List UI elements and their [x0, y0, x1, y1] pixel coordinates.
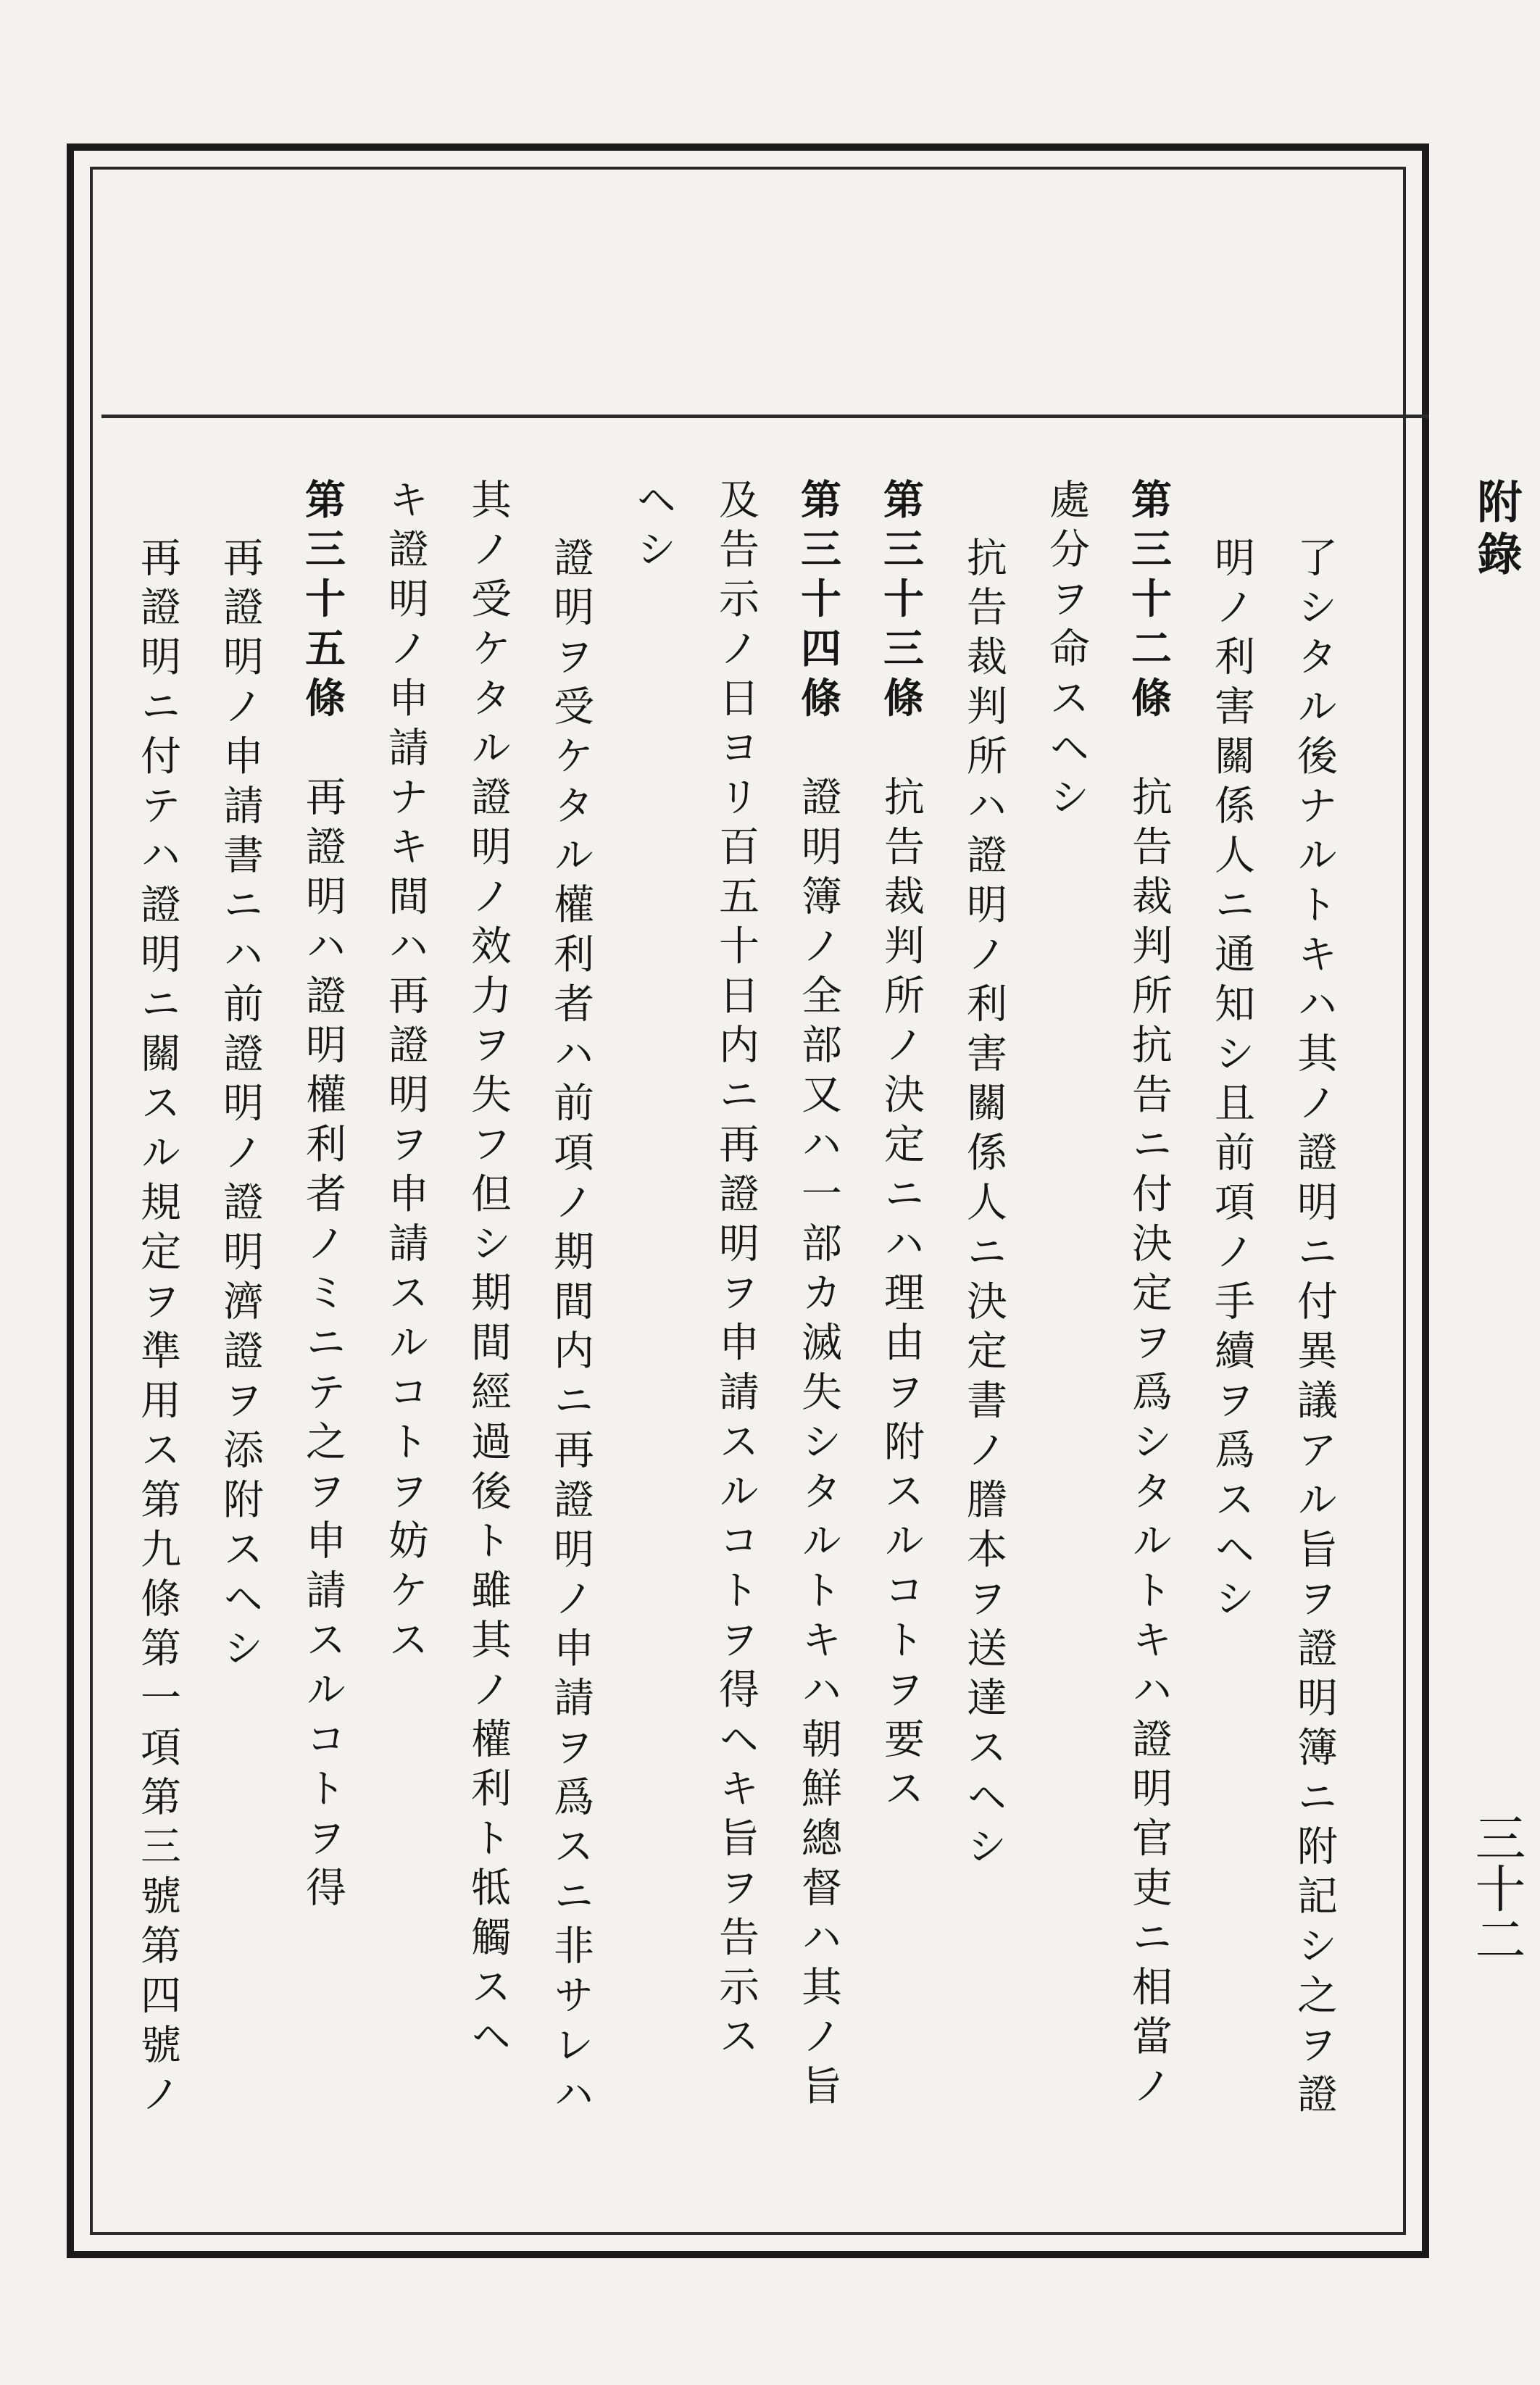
text-column-14 — [199, 478, 281, 2203]
column-text: キ證明ノ申請ナキ間ハ再證明ヲ申請スルコトヲ妨ケス — [382, 478, 429, 1668]
text-column-4 — [1025, 478, 1107, 2203]
article-heading: 第三十五條 — [299, 478, 346, 726]
column-text: 其ノ受ケタル證明ノ效力ヲ失フ但シ期間經過後ト雖其ノ權利ト牴觸スヘ — [465, 478, 512, 2065]
column-text: 證明ヲ受ケタル權利者ハ前項ノ期間内ニ再證明ノ申請ヲ爲スニ非サレハ — [547, 536, 594, 2123]
column-text: 證明簿ノ全部又ハ一部カ滅失シタルトキハ朝鮮總督ハ其ノ旨 — [795, 726, 842, 2115]
text-column-2 — [1190, 478, 1273, 2203]
text-column-3 — [1107, 478, 1190, 2203]
vertical-text-columns — [116, 478, 1355, 2203]
main-text-area — [116, 478, 1377, 2203]
column-text: 抗告裁判所抗告ニ付決定ヲ爲シタルトキハ證明官吏ニ相當ノ — [1125, 726, 1173, 2115]
text-column-10 — [529, 478, 612, 2203]
text-column-12 — [364, 478, 446, 2203]
column-text: 抗告裁判所ノ決定ニハ理由ヲ附スルコトヲ要ス — [878, 726, 925, 1817]
column-text: 及告示ノ日ヨリ百五十日内ニ再證明ヲ申請スルコトヲ得ヘキ旨ヲ告示ス — [712, 478, 759, 2065]
page-number: 三十二 — [1467, 1812, 1526, 1964]
column-text: 了シタル後ナルトキハ其ノ證明ニ付異議アル旨ヲ證明簿ニ附記シ之ヲ證 — [1291, 536, 1338, 2123]
article-heading: 第三十四條 — [794, 478, 842, 726]
text-column-13 — [281, 478, 364, 2203]
article-heading: 第三十二條 — [1125, 478, 1173, 726]
text-column-1 — [1273, 478, 1355, 2203]
text-column-8 — [694, 478, 777, 2203]
text-column-6 — [860, 478, 942, 2203]
column-text: ヘシ — [630, 478, 677, 578]
column-text: 處分ヲ命スヘシ — [1043, 478, 1090, 825]
section-label: 附錄 — [1470, 478, 1523, 583]
column-text: 再證明ニ付テハ證明ニ關スル規定ヲ準用ス第九條第一項第三號第四號ノ — [134, 536, 181, 2123]
article-heading: 第三十三條 — [877, 478, 925, 726]
text-column-15 — [116, 478, 199, 2203]
text-column-5 — [942, 478, 1025, 2203]
column-text: 抗告裁判所ハ證明ノ利害關係人ニ決定書ノ謄本ヲ送達スヘシ — [960, 536, 1007, 1875]
column-text: 明ノ利害關係人ニ通知シ且前項ノ手續ヲ爲スヘシ — [1208, 536, 1255, 1627]
text-column-11 — [446, 478, 529, 2203]
column-text: 再證明ハ證明權利者ノミニテ之ヲ申請スルコトヲ得 — [299, 726, 346, 1916]
header-divider — [101, 415, 1429, 418]
text-column-7 — [777, 478, 860, 2203]
text-column-9 — [612, 478, 694, 2203]
column-text: 再證明ノ申請書ニハ前證明ノ證明濟證ヲ添附スヘシ — [217, 536, 264, 1677]
